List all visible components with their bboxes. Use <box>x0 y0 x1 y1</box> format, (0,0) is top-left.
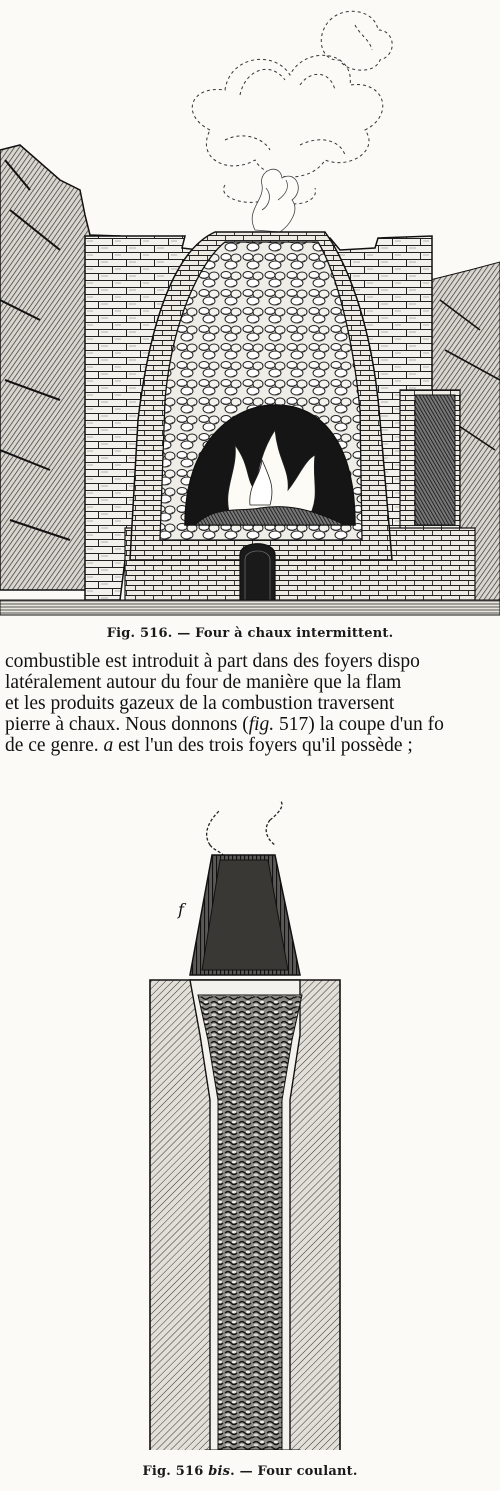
figure-caption <box>0 1464 500 1479</box>
caption-label: Fig. 516. <box>106 626 173 641</box>
caption-text: . — Four coulant. <box>230 1464 358 1479</box>
kiln-masonry <box>85 232 475 600</box>
ground <box>0 600 500 615</box>
kiln-illustration <box>0 0 500 625</box>
body-paragraph <box>5 651 500 756</box>
text-line: latéralement autour du four de manière que la flam <box>5 672 402 693</box>
figure-continuous-kiln <box>0 800 500 1450</box>
smoke-icon <box>207 800 282 860</box>
text-segment: de ce genre. <box>5 735 104 756</box>
text-segment: ) la coupe d'un fo <box>308 714 444 735</box>
text-line <box>5 714 500 735</box>
text-line: combustible est introduit à part dans des foyers dispo <box>5 651 420 672</box>
text-segment: est l'un des trois foyers qu'il possède ; <box>113 735 413 756</box>
figure-number: 517 <box>274 714 309 735</box>
text-line <box>5 735 500 756</box>
smoke-icon <box>192 11 392 204</box>
letter-label: a <box>103 735 114 756</box>
caption-label: Fig. 516 <box>142 1464 209 1479</box>
caption-bis: bis <box>208 1464 231 1479</box>
label-f: f <box>178 900 184 919</box>
steam-plume-icon <box>252 169 298 232</box>
figure-caption <box>0 626 500 641</box>
caption-text: — Four à chaux intermittent. <box>172 626 394 641</box>
text-segment: pierre à chaux. Nous donnons ( <box>5 714 249 735</box>
text-line: et les produits gazeux de la combustion traversent <box>5 693 395 714</box>
figure-intermittent-kiln <box>0 0 500 625</box>
kiln-section-illustration <box>0 800 500 1450</box>
figure-reference: fig. <box>248 714 275 735</box>
